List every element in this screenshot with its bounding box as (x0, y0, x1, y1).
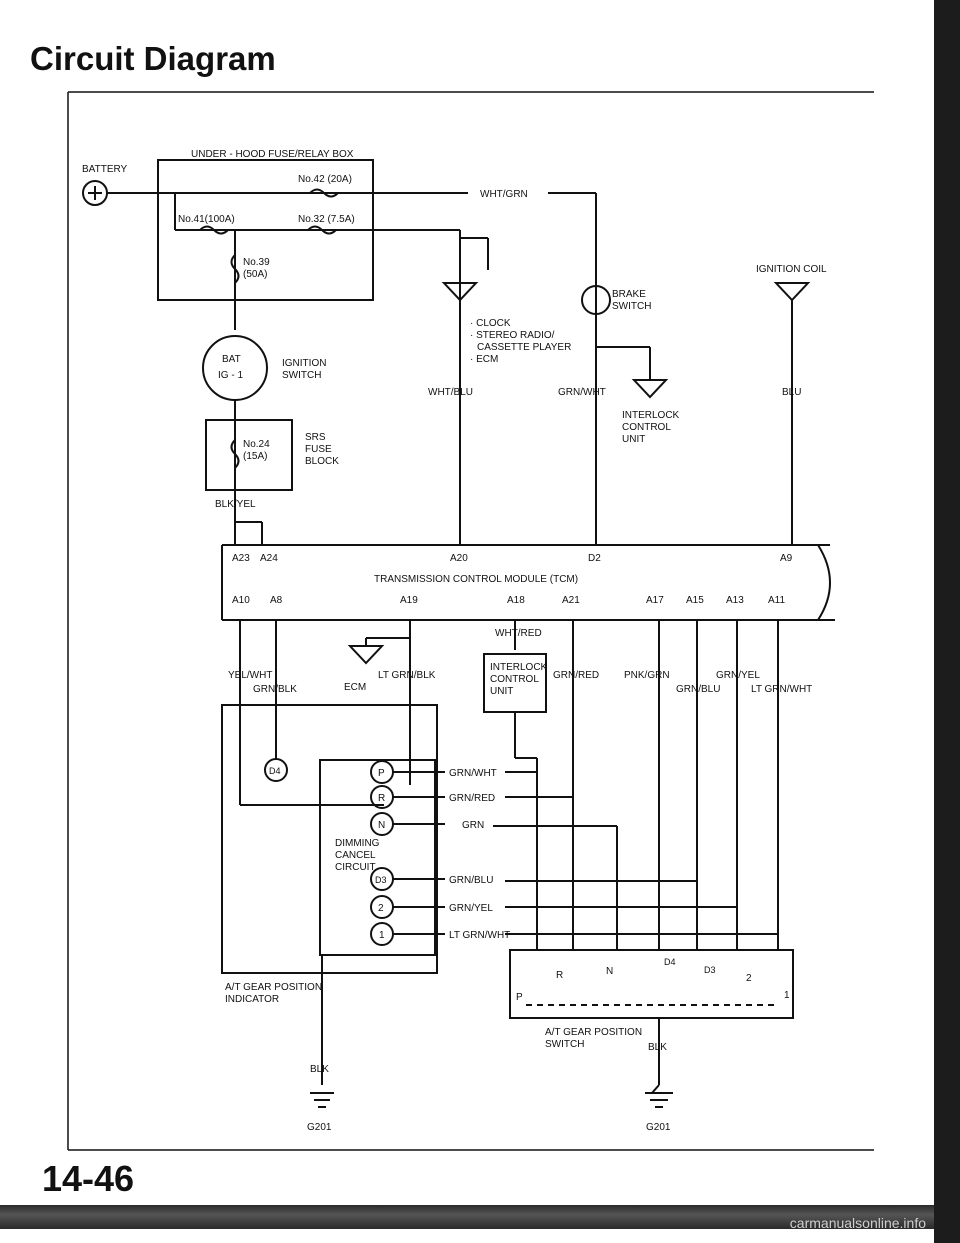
srs-label-2: FUSE (305, 444, 332, 455)
pin-a21: A21 (562, 595, 580, 606)
switch-label: A/T GEAR POSITION (545, 1027, 643, 1038)
pin-a11: A11 (768, 595, 786, 606)
interlock-box-label-3: UNIT (490, 686, 514, 697)
watermark: carmanualsonline.info (789, 1215, 926, 1231)
dimming-label-3: CIRCUIT (335, 862, 376, 873)
switch-pos-d3: D3 (704, 965, 716, 975)
fuse-42-label: No.42 (20A) (298, 174, 352, 185)
pin-a15: A15 (686, 595, 704, 606)
wire-grn: GRN (462, 820, 485, 831)
interlock-top-label: INTERLOCK (622, 410, 680, 421)
ecm-list-label: · ECM (470, 354, 499, 365)
srs-label-3: BLOCK (305, 456, 339, 467)
wire-lt-grn-blk: LT GRN/BLK (378, 670, 436, 681)
wire-blk-yel: BLK/YEL (215, 499, 256, 510)
fuse-24-label: No.24 (243, 439, 270, 450)
page-edge-band (934, 0, 960, 1243)
fuse-32-label: No.32 (7.5A) (298, 214, 355, 225)
wire-pnk-grn: PNK/GRN (624, 670, 670, 681)
interlock-top-label-3: UNIT (622, 434, 646, 445)
wire-blu: BLU (782, 387, 802, 398)
switch-frame (510, 950, 793, 1018)
battery-label: BATTERY (82, 164, 128, 175)
dimming-label-2: CANCEL (335, 850, 376, 861)
stereo-label: · STEREO RADIO/ (470, 330, 555, 341)
ground-g201-indicator: G201 (307, 1122, 332, 1133)
fuse-24-rating: (15A) (243, 451, 268, 462)
brake-switch-label: BRAKE (612, 289, 646, 300)
wire-grn-wht-top: GRN/WHT (558, 387, 606, 398)
fuse-39-rating: (50A) (243, 269, 268, 280)
lamp-d4: D4 (269, 766, 281, 776)
page-number: 14-46 (42, 1158, 135, 1199)
wire-blk-switch: BLK (648, 1042, 667, 1053)
wire-wht-blu: WHT/BLU (428, 387, 473, 398)
pin-a20: A20 (450, 553, 468, 564)
ecm-label: ECM (344, 682, 367, 693)
wire-grn-yel: GRN/YEL (449, 903, 493, 914)
lamp-2: 2 (378, 903, 384, 914)
lamp-d3: D3 (375, 875, 387, 885)
ground-g201-switch: G201 (646, 1122, 671, 1133)
wire-lt-grn-wht-top: LT GRN/WHT (751, 684, 813, 695)
ignition-switch-label-2: SWITCH (282, 370, 322, 381)
pin-a13: A13 (726, 595, 744, 606)
tcm-label: TRANSMISSION CONTROL MODULE (TCM) (374, 574, 579, 585)
fuse-box-label: UNDER - HOOD FUSE/RELAY BOX (191, 149, 354, 160)
ignition-ig-label: IG - 1 (218, 370, 244, 381)
fuse-41-label: No.41(100A) (178, 214, 235, 225)
ignition-bat-label: BAT (222, 354, 241, 365)
pin-a10: A10 (232, 595, 250, 606)
interlock-box-label-2: CONTROL (490, 674, 539, 685)
wire-grn-blu: GRN/BLU (449, 875, 494, 886)
wire-wht-red: WHT/RED (495, 628, 542, 639)
cassette-label: CASSETTE PLAYER (477, 342, 572, 353)
dimming-label: DIMMING (335, 838, 380, 849)
ignition-switch-label: IGNITION (282, 358, 327, 369)
pin-d2: D2 (588, 553, 601, 564)
fuse-39-label: No.39 (243, 257, 270, 268)
switch-pos-d4: D4 (664, 957, 676, 967)
ignition-coil-label: IGNITION COIL (756, 264, 827, 275)
wire-wht-grn: WHT/GRN (480, 189, 528, 200)
switch-pos-n: N (606, 966, 614, 977)
wire-grn-red-top: GRN/RED (553, 670, 600, 681)
wire-yel-wht: YEL/WHT (228, 670, 273, 681)
interlock-top-label-2: CONTROL (622, 422, 671, 433)
lamp-n: N (378, 820, 386, 831)
wire-grn-blu-top: GRN/BLU (676, 684, 721, 695)
clock-label: · CLOCK (470, 318, 511, 329)
pin-a8: A8 (270, 595, 283, 606)
wire-grn-red: GRN/RED (449, 793, 496, 804)
switch-pos-p: P (516, 992, 523, 1003)
pin-a18: A18 (507, 595, 525, 606)
wire-lt-grn-wht: LT GRN/WHT (449, 930, 511, 941)
pin-a17: A17 (646, 595, 664, 606)
wire-grn-wht: GRN/WHT (449, 768, 497, 779)
switch-pos-r: R (556, 970, 564, 981)
brake-switch-label-2: SWITCH (612, 301, 652, 312)
pin-a19: A19 (400, 595, 418, 606)
lamp-r: R (378, 793, 386, 804)
wire-blk-indicator: BLK (310, 1064, 329, 1075)
switch-pos-2: 2 (746, 973, 752, 984)
pin-a24: A24 (260, 553, 278, 564)
srs-label-1: SRS (305, 432, 326, 443)
indicator-frame (222, 705, 437, 973)
indicator-label: A/T GEAR POSITION (225, 982, 323, 993)
page-title: Circuit Diagram (30, 40, 276, 77)
lamp-p: P (378, 768, 385, 779)
pin-a23: A23 (232, 553, 250, 564)
pin-a9: A9 (780, 553, 793, 564)
wire-grn-blk: GRN/BLK (253, 684, 297, 695)
switch-label-2: SWITCH (545, 1039, 585, 1050)
indicator-label-2: INDICATOR (225, 994, 280, 1005)
switch-pos-1: 1 (784, 990, 790, 1001)
wire-grn-yel-top: GRN/YEL (716, 670, 760, 681)
interlock-box-label: INTERLOCK (490, 662, 548, 673)
lamp-1: 1 (379, 930, 385, 941)
